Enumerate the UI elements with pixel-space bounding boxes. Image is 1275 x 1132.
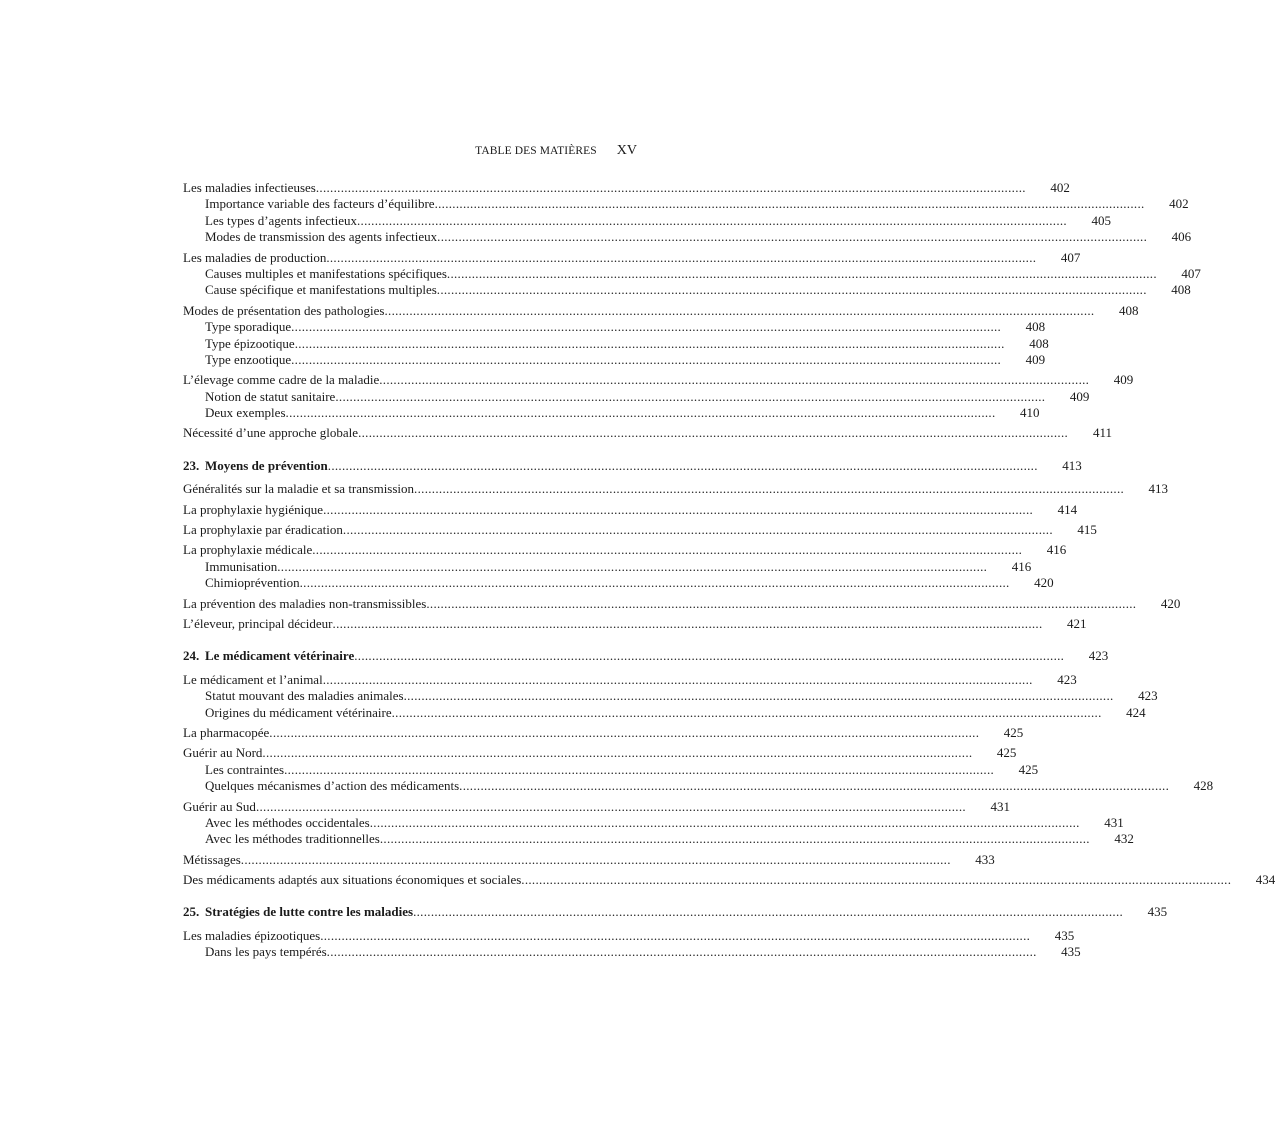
entry-page: 406 (1171, 229, 1192, 245)
entry-page: 425 (1018, 761, 1039, 777)
dot-leader: ........................................................................................................................................................................................................ (255, 798, 966, 814)
entry-title: Métissages (183, 851, 241, 867)
entry-title: Modes de transmission des agents infectieux (205, 229, 438, 245)
entry-page: 433 (975, 851, 995, 867)
dot-leader: ........................................................................................................................................................................................................ (320, 927, 1031, 943)
dot-leader: ........................................................................................................................................................................................................ (434, 196, 1145, 212)
entry-page: 432 (1114, 831, 1134, 847)
dot-leader: ........................................................................................................................................................................................................ (342, 522, 1053, 538)
dot-leader: ........................................................................................................................................................................................................ (413, 904, 1124, 920)
dot-leader: ........................................................................................................................................................................................................ (436, 282, 1147, 298)
dot-leader: ........................................................................................................................................................................................................ (414, 481, 1125, 497)
toc-section-group (183, 745, 1214, 794)
dot-leader: ........................................................................................................................................................................................................ (437, 229, 1148, 245)
toc-subsection-entry (183, 196, 1189, 212)
toc-section-group (183, 372, 1134, 421)
chapter-heading (183, 457, 1082, 474)
toc-subsection-entry (183, 944, 1081, 960)
entry-title: Cause spécifique et manifestations multiples (205, 282, 437, 298)
toc-section-group (183, 542, 1067, 591)
entry-title: Origines du médicament vétérinaire (205, 704, 392, 720)
toc-section-group (183, 615, 1087, 632)
toc-section-entry (183, 851, 995, 868)
toc-section-group (183, 481, 1169, 497)
entry-page: 413 (1148, 481, 1169, 497)
entry-title: Les maladies infectieuses (183, 180, 316, 195)
dot-leader: ........................................................................................................................................................................................................ (294, 335, 1005, 351)
entry-page: 416 (1046, 542, 1067, 558)
toc-chapter (183, 457, 1181, 633)
entry-title: L’élevage comme cadre de la maladie (183, 372, 380, 388)
toc-section-entry (183, 522, 1097, 538)
entry-page: 405 (1091, 212, 1111, 228)
toc-subsection-entry (183, 814, 1124, 831)
dot-leader: ........................................................................................................................................................................................................ (354, 648, 1065, 664)
toc-subsection-entry (183, 761, 1039, 778)
entry-page: 420 (1034, 575, 1054, 591)
toc-section-group (183, 851, 995, 868)
dot-leader: ........................................................................................................................................................................................................ (403, 688, 1114, 704)
dot-leader: ........................................................................................................................................................................................................ (384, 302, 1095, 318)
entry-title: Deux exemples (205, 405, 286, 421)
dot-leader: ........................................................................................................................................................................................................ (446, 265, 1157, 281)
chapter-number: 25. (183, 904, 200, 920)
entry-page: 416 (1011, 558, 1032, 574)
entry-title: Avec les méthodes occidentales (205, 814, 370, 830)
chapter-title: Le médicament vétérinaire (205, 648, 355, 664)
toc-section-group (183, 724, 1024, 741)
toc-section-entry (183, 501, 1078, 518)
page-number: XV (616, 143, 637, 158)
entry-page: 402 (1050, 180, 1070, 195)
toc-section-entry (183, 542, 1067, 558)
chapter-page: 423 (1088, 648, 1109, 664)
toc-section-group (183, 522, 1097, 538)
chapter-title: Moyens de prévention (205, 457, 328, 473)
running-header-title: TABLE DES MATIÈRES (475, 145, 597, 157)
entry-title: Les maladies de production (183, 249, 327, 265)
toc-section-group (183, 501, 1078, 518)
toc-subsection-entry (183, 212, 1111, 229)
entry-page: 415 (1077, 522, 1097, 538)
entry-title: Généralités sur la maladie et sa transmission (183, 481, 415, 497)
entry-page: 425 (996, 745, 1017, 761)
dot-leader: ........................................................................................................................................................................................................ (299, 575, 1010, 591)
toc-subsection-entry (183, 688, 1158, 704)
entry-title: L’éleveur, principal décideur (183, 615, 333, 631)
toc-chapter (183, 180, 1201, 442)
entry-page: 408 (1171, 282, 1191, 298)
entry-page: 420 (1160, 595, 1181, 611)
entry-page: 434 (1255, 872, 1275, 888)
entry-title: Type sporadique (205, 319, 292, 335)
toc-subsection-entry (183, 229, 1192, 245)
entry-title: La prophylaxie par éradication (183, 522, 343, 538)
toc-chapter (183, 648, 1275, 888)
dot-leader: ........................................................................................................................................................................................................ (285, 405, 996, 421)
toc-section-entry (183, 745, 1017, 761)
entry-title: Immunisation (205, 558, 278, 574)
toc-subsection-entry (183, 388, 1090, 405)
entry-page: 414 (1057, 501, 1078, 517)
toc-section-entry (183, 724, 1024, 741)
entry-title: Causes multiples et manifestations spécifiques (205, 265, 447, 281)
entry-title: Les types d’agents infectieux (205, 212, 357, 228)
entry-page: 409 (1025, 351, 1046, 367)
entry-page: 407 (1060, 249, 1081, 265)
chapter-page: 413 (1062, 457, 1082, 473)
toc-section-group (183, 671, 1158, 721)
chapter-number: 23. (183, 457, 200, 473)
entry-page: 402 (1169, 196, 1189, 212)
toc-subsection-entry (183, 778, 1214, 794)
dot-leader: ........................................................................................................................................................................................................ (284, 761, 995, 777)
entry-page: 425 (1003, 724, 1024, 740)
toc-section-group (183, 180, 1192, 246)
toc-subsection-entry (183, 704, 1146, 721)
entry-title: Avec les méthodes traditionnelles (205, 831, 380, 847)
entry-page: 408 (1025, 319, 1046, 335)
toc-section-entry (183, 595, 1181, 612)
entry-page: 435 (1054, 927, 1075, 943)
entry-title: Les contraintes (205, 761, 285, 777)
toc-section-entry (183, 927, 1075, 944)
toc-section-entry (183, 798, 1010, 815)
toc-subsection-entry (183, 335, 1049, 352)
entry-title: La prophylaxie hygiénique (183, 501, 324, 517)
chapter-title: Stratégies de lutte contre les maladies (205, 904, 414, 920)
toc-section-group (183, 798, 1134, 848)
entry-page: 428 (1193, 778, 1214, 794)
chapter-number: 24. (183, 648, 200, 664)
toc-section-entry (183, 180, 1070, 196)
toc-section-group (183, 249, 1201, 299)
entry-page: 423 (1138, 688, 1158, 704)
entry-title: Les maladies épizootiques (183, 927, 321, 943)
dot-leader: ........................................................................................................................................................................................................ (269, 724, 980, 740)
running-header (400, 143, 637, 159)
toc-section-entry (183, 671, 1077, 688)
entry-page: 431 (990, 798, 1010, 814)
toc-section-group (183, 595, 1181, 612)
dot-leader: ........................................................................................................................................................................................................ (262, 745, 973, 761)
dot-leader: ........................................................................................................................................................................................................ (291, 351, 1002, 367)
toc-section-entry (183, 872, 1275, 888)
dot-leader: ........................................................................................................................................................................................................ (240, 851, 951, 867)
toc-subsection-entry (183, 575, 1054, 591)
toc-section-group (183, 927, 1081, 961)
dot-leader: ........................................................................................................................................................................................................ (326, 249, 1037, 265)
entry-page: 408 (1118, 302, 1139, 318)
dot-leader: ........................................................................................................................................................................................................ (426, 595, 1137, 611)
entry-page: 409 (1069, 388, 1090, 404)
dot-leader: ........................................................................................................................................................................................................ (326, 944, 1037, 960)
entry-title: Chimioprévention (205, 575, 300, 591)
dot-leader: ........................................................................................................................................................................................................ (379, 831, 1090, 847)
dot-leader: ........................................................................................................................................................................................................ (358, 425, 1069, 441)
chapter-page: 435 (1147, 904, 1168, 920)
entry-title: Importance variable des facteurs d’équilibre (205, 196, 435, 212)
entry-page: 421 (1067, 615, 1087, 631)
entry-title: Dans les pays tempérés (205, 944, 327, 960)
dot-leader: ........................................................................................................................................................................................................ (379, 372, 1090, 388)
chapter-heading (183, 904, 1168, 920)
toc-subsection-entry (183, 831, 1134, 847)
entry-title: Type épizootique (205, 335, 295, 351)
entry-page: 435 (1061, 944, 1081, 960)
entry-title: La pharmacopée (183, 724, 270, 740)
toc-subsection-entry (183, 265, 1201, 282)
toc-section-entry (183, 615, 1087, 632)
entry-title: Guérir au Sud (183, 798, 256, 814)
entry-title: Quelques mécanismes d’action des médicaments (205, 778, 460, 794)
entry-page: 409 (1113, 372, 1134, 388)
toc-section-entry (183, 481, 1169, 497)
dot-leader: ........................................................................................................................................................................................................ (521, 872, 1232, 888)
dot-leader: ........................................................................................................................................................................................................ (332, 615, 1043, 631)
toc-subsection-entry (183, 351, 1046, 368)
dot-leader: ........................................................................................................................................................................................................ (369, 814, 1080, 830)
entry-title: Notion de statut sanitaire (205, 388, 336, 404)
entry-title: La prophylaxie médicale (183, 542, 313, 558)
toc-section-group (183, 872, 1275, 888)
toc-section-entry (183, 372, 1134, 388)
dot-leader: ........................................................................................................................................................................................................ (459, 778, 1170, 794)
entry-title: Statut mouvant des maladies animales (205, 688, 404, 704)
toc-section-entry (183, 425, 1113, 441)
toc-subsection-entry (183, 558, 1032, 575)
dot-leader: ........................................................................................................................................................................................................ (323, 501, 1034, 517)
toc-section-group (183, 425, 1113, 441)
chapter-heading (183, 648, 1109, 664)
dot-leader: ........................................................................................................................................................................................................ (312, 542, 1023, 558)
dot-leader: ........................................................................................................................................................................................................ (335, 388, 1046, 404)
dot-leader: ........................................................................................................................................................................................................ (322, 671, 1033, 687)
dot-leader: ........................................................................................................................................................................................................ (277, 558, 988, 574)
entry-page: 424 (1126, 704, 1146, 720)
entry-page: 407 (1181, 265, 1201, 281)
toc-subsection-entry (183, 405, 1040, 421)
entry-title: Type enzootique (205, 351, 292, 367)
toc-section-entry (183, 302, 1139, 319)
entry-title: Le médicament et l’animal (183, 671, 323, 687)
entry-page: 423 (1057, 671, 1077, 687)
dot-leader: ........................................................................................................................................................................................................ (291, 319, 1002, 335)
dot-leader: ........................................................................................................................................................................................................ (391, 704, 1102, 720)
entry-page: 431 (1104, 814, 1124, 830)
entry-page: 410 (1020, 405, 1040, 421)
toc-subsection-entry (183, 282, 1191, 298)
table-of-contents (183, 180, 1275, 961)
entry-title: Guérir au Nord (183, 745, 263, 761)
toc-section-entry (183, 249, 1081, 266)
toc-subsection-entry (183, 319, 1046, 335)
entry-page: 411 (1093, 425, 1113, 441)
entry-title: La prévention des maladies non-transmissibles (183, 595, 427, 611)
toc-section-group (183, 302, 1139, 369)
dot-leader: ........................................................................................................................................................................................................ (315, 180, 1026, 195)
entry-title: Modes de présentation des pathologies (183, 302, 385, 318)
entry-title: Des médicaments adaptés aux situations économiques et sociales (183, 872, 522, 888)
toc-chapter (183, 904, 1168, 960)
dot-leader: ........................................................................................................................................................................................................ (356, 212, 1067, 228)
dot-leader: ........................................................................................................................................................................................................ (327, 457, 1038, 473)
entry-title: Nécessité d’une approche globale (183, 425, 359, 441)
entry-page: 408 (1029, 335, 1049, 351)
